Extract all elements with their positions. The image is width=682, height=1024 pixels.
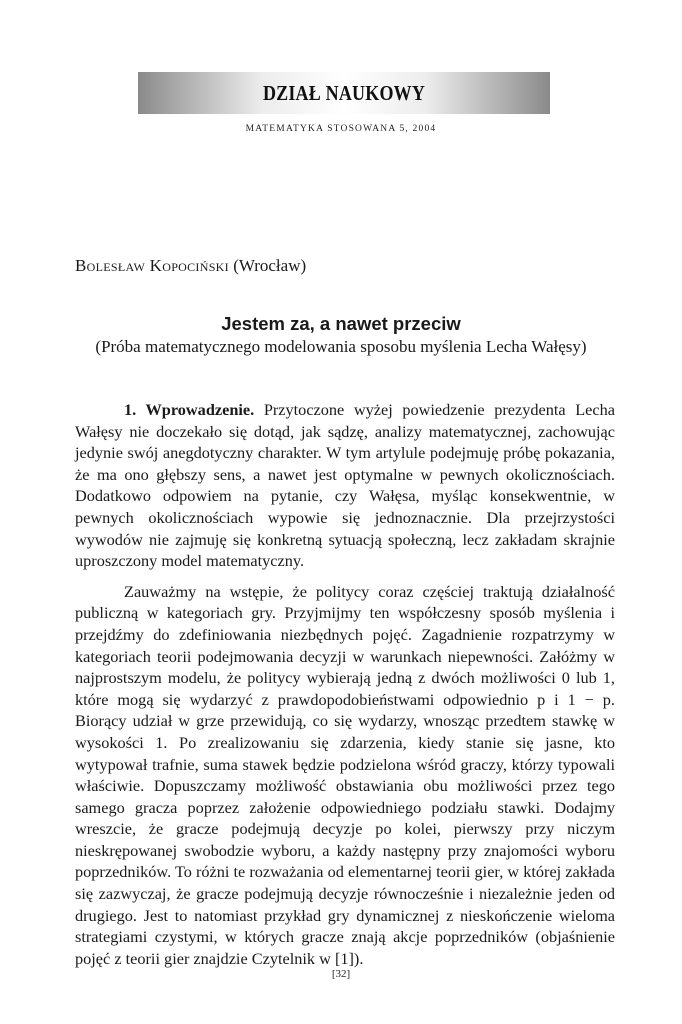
section-title: DZIAŁ NAUKOWY bbox=[262, 80, 426, 104]
section-heading: 1. Wprowadzenie. bbox=[124, 400, 255, 419]
section-banner bbox=[138, 72, 550, 114]
author-line bbox=[75, 256, 306, 276]
journal-line: MATEMATYKA STOSOWANA 5, 2004 bbox=[245, 124, 437, 134]
article-title: Jestem za, a nawet przeciw bbox=[221, 313, 461, 334]
page-number: [32] bbox=[331, 968, 351, 980]
author-name: Bolesław Kopociński bbox=[75, 256, 229, 275]
author-affiliation: (Wrocław) bbox=[233, 256, 307, 275]
paragraph-2: Zauważmy na wstępie, że politycy coraz częściej traktują działalność publiczną w kategoriach gry. Przyjmijmy ten współczesny sposób myślenia i przejdźmy do zdefiniowania niezbędnych pojęć. Zagadnienie rozpatrzymy w kategoriach teorii podejmowania decyzji w warunkach niepewności. Załóżmy w najprostszym modelu, że politycy wybierają jedną z dwóch możliwości 0 lub 1, które mogą się wydarzyć z prawdopodobieństwami odpowiednio p i 1 − p. Biorący udział w grze przewidują, co się wydarzy, wnosząc przedtem stawkę w wysokości 1. Po zrealizowaniu się zdarzenia, kiedy stanie się jasne, kto wytypował trafnie, suma stawek będzie podzielona wśród graczy, którzy typowali właściwie. Dopuszczamy możliwość obstawiania obu możliwości przez tego samego gracza poprzez założenie odpowiedniego podziału stawki. Dodajmy wreszcie, że gracze podejmują decyzje po kolei, pierwszy przy niczym nieskrępowanej swobodzie wyboru, a każdy następny przy znajomości wyboru poprzedników. To różni te rozważania od elementarnej teorii gier, w której zakłada się zazwyczaj, że gracze podejmują decyzje równocześnie i niezależnie jeden od drugiego. Jest to natomiast przykład gry dynamicznej z nieskończenie wieloma strategiami czystymi, w których gracze znają akcje poprzedników (objaśnienie pojęć z teorii gier znajdzie Czytelnik w [1]). bbox=[75, 581, 615, 968]
paragraph-1-text: Przytoczone wyżej powiedzenie prezydenta Lecha Wałęsy nie doczekało się dotąd, jak sądzę, analizy matematycznej, zachowując jedynie swój anegdotyczny charakter. W tym artylule podejmuję próbę pokazania, że ma ono głębszy sens, a nawet jest optymalne w pewnych okolicznościach. Dodatkowo odpowiem na pytanie, czy Wałęsa, myśląc konsekwentnie, w pewnych okolicznościach wypowie się jednoznacznie. Dla przejrzystości wywodów nie zajmuję się konkretną sytuacją społeczną, lecz zakładam skrajnie uproszczony model matematyczny. bbox=[75, 400, 615, 571]
article-body bbox=[75, 399, 615, 969]
paragraph-1 bbox=[75, 399, 615, 572]
article-subtitle: (Próba matematycznego modelowania sposobu myślenia Lecha Wałęsy) bbox=[95, 337, 587, 356]
